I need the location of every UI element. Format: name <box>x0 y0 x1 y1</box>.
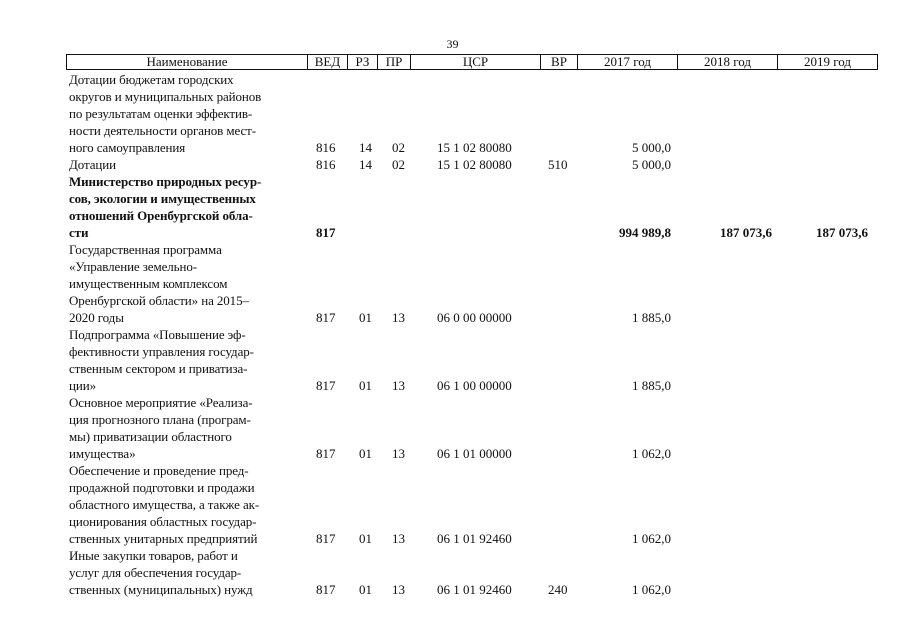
cell-pr: 13 <box>392 446 405 461</box>
cell-vr: 510 <box>548 157 568 172</box>
name-line: Государственная программа <box>69 242 222 257</box>
header-ved: ВЕД <box>307 55 347 69</box>
table-row <box>0 547 905 598</box>
name-line: услуг для обеспечения государ- <box>69 565 242 580</box>
name-line: ционирования областных государ- <box>69 514 257 529</box>
table-row <box>0 326 905 394</box>
name-line: ственным сектором и приватиза- <box>69 361 248 376</box>
name-line: округов и муниципальных районов <box>69 89 262 104</box>
header-2018: 2018 год <box>677 55 777 69</box>
cell-ved: 817 <box>316 378 336 393</box>
name-line: Основное мероприятие «Реализа- <box>69 395 253 410</box>
name-line: ция прогнозного плана (програм- <box>69 412 251 427</box>
name-line: Дотации бюджетам городских <box>69 72 234 87</box>
table-header <box>66 54 878 70</box>
cell-2017: 5 000,0 <box>632 157 671 172</box>
cell-csr: 06 1 01 00000 <box>437 446 512 461</box>
cell-2017: 5 000,0 <box>632 140 671 155</box>
name-line: ции» <box>69 378 96 393</box>
cell-name <box>69 394 304 462</box>
name-line: областного имущества, а также ак- <box>69 497 260 512</box>
name-line: по результатам оценки эффектив- <box>69 106 253 121</box>
name-line: отношений Оренбургской обла- <box>69 208 253 223</box>
table-row <box>0 71 905 156</box>
table-row <box>0 462 905 547</box>
table-row <box>0 241 905 326</box>
header-2019: 2019 год <box>777 55 877 69</box>
cell-pr: 13 <box>392 310 405 325</box>
name-line: сти <box>69 225 89 240</box>
cell-csr: 06 0 00 00000 <box>437 310 512 325</box>
cell-ved: 817 <box>316 310 336 325</box>
cell-rz: 01 <box>359 582 372 597</box>
cell-2017: 994 989,8 <box>619 225 671 240</box>
cell-2018: 187 073,6 <box>720 225 772 240</box>
cell-ved: 817 <box>316 446 336 461</box>
cell-rz: 01 <box>359 446 372 461</box>
name-line: Иные закупки товаров, работ и <box>69 548 238 563</box>
name-line: Подпрограмма «Повышение эф- <box>69 327 246 342</box>
header-csr: ЦСР <box>410 55 540 69</box>
table-body <box>0 71 905 598</box>
header-pr: ПР <box>377 55 410 69</box>
cell-ved: 816 <box>316 140 336 155</box>
cell-name <box>69 71 304 156</box>
cell-rz: 01 <box>359 531 372 546</box>
cell-name <box>69 547 304 598</box>
cell-name <box>69 462 304 547</box>
name-line: Министерство природных ресур- <box>69 174 262 189</box>
cell-ved: 817 <box>316 582 336 597</box>
cell-ved: 817 <box>316 531 336 546</box>
cell-name <box>69 173 304 241</box>
cell-pr: 02 <box>392 140 405 155</box>
name-line: ного самоуправления <box>69 140 186 155</box>
name-line: Оренбургской области» на 2015– <box>69 293 249 308</box>
cell-pr: 13 <box>392 531 405 546</box>
name-line: 2020 годы <box>69 310 124 325</box>
cell-name <box>69 326 304 394</box>
table-row <box>0 173 905 241</box>
cell-name <box>69 156 304 173</box>
header-vr: ВР <box>540 55 577 69</box>
name-line: «Управление земельно- <box>69 259 197 274</box>
header-2017: 2017 год <box>577 55 677 69</box>
name-line: ственных унитарных предприятий <box>69 531 258 546</box>
name-line: ственных (муниципальных) нужд <box>69 582 253 597</box>
cell-ved: 817 <box>316 225 336 240</box>
table-row <box>0 156 905 173</box>
cell-pr: 02 <box>392 157 405 172</box>
cell-2017: 1 062,0 <box>632 531 671 546</box>
cell-rz: 01 <box>359 378 372 393</box>
cell-csr: 15 1 02 80080 <box>437 157 512 172</box>
table-row <box>0 394 905 462</box>
header-name: Наименование <box>146 54 228 69</box>
cell-rz: 01 <box>359 310 372 325</box>
cell-csr: 06 1 01 92460 <box>437 531 512 546</box>
cell-pr: 13 <box>392 582 405 597</box>
name-line: имущественным комплексом <box>69 276 228 291</box>
cell-rz: 14 <box>359 157 372 172</box>
cell-2019: 187 073,6 <box>816 225 868 240</box>
name-line: Дотации <box>69 157 116 172</box>
cell-vr: 240 <box>548 582 568 597</box>
name-line: фективности управления государ- <box>69 344 254 359</box>
cell-2017: 1 885,0 <box>632 378 671 393</box>
cell-csr: 06 1 01 92460 <box>437 582 512 597</box>
page-number: 39 <box>446 37 459 51</box>
name-line: мы) приватизации областного <box>69 429 232 444</box>
cell-rz: 14 <box>359 140 372 155</box>
cell-csr: 15 1 02 80080 <box>437 140 512 155</box>
name-line: продажной подготовки и продажи <box>69 480 255 495</box>
cell-csr: 06 1 00 00000 <box>437 378 512 393</box>
cell-ved: 816 <box>316 157 336 172</box>
cell-2017: 1 062,0 <box>632 582 671 597</box>
name-line: имущества» <box>69 446 136 461</box>
name-line: Обеспечение и проведение пред- <box>69 463 249 478</box>
name-line: ности деятельности органов мест- <box>69 123 256 138</box>
cell-2017: 1 062,0 <box>632 446 671 461</box>
name-line: сов, экологии и имущественных <box>69 191 256 206</box>
header-rz: РЗ <box>347 55 377 69</box>
cell-pr: 13 <box>392 378 405 393</box>
cell-name <box>69 241 304 326</box>
cell-2017: 1 885,0 <box>632 310 671 325</box>
